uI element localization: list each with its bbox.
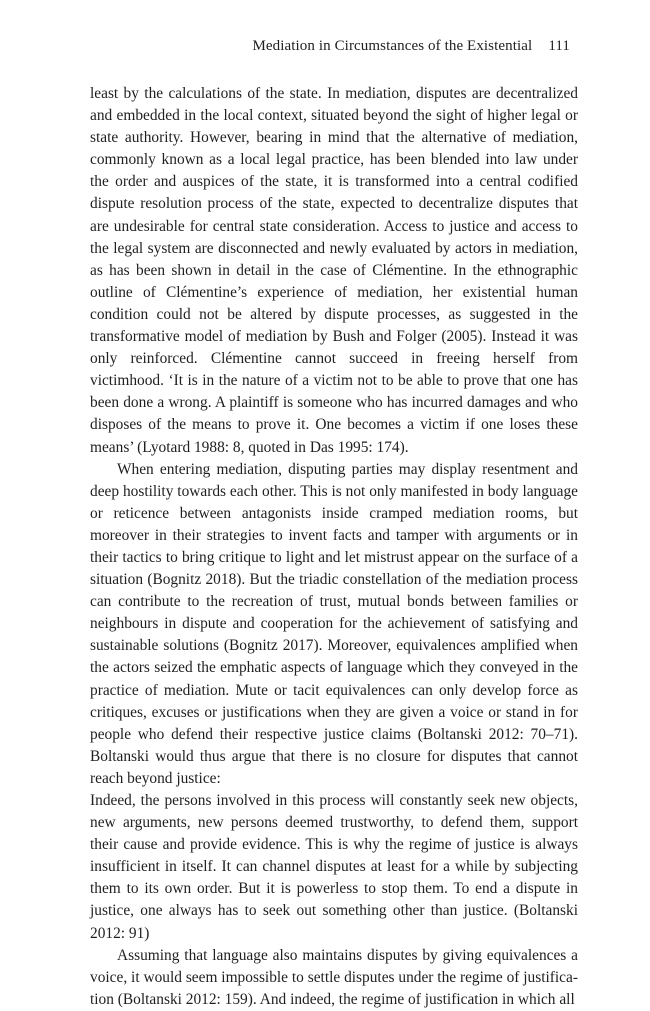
running-head (252, 38, 570, 55)
block-quote: Indeed, the persons involved in this process will constantly seek new objects, new arguments, new persons deemed trustworthy, to defend them, support their cause and provide evidence. This is why the regime of justice is always insufficient in itself. It can channel disputes at least for a while by subjecting them to its own order. But it is powerless to stop them. To end a dispute in justice, one always has to seek out something other than justice. (Boltanski 2012: 91) (90, 792, 578, 942)
paragraph-3: Assuming that language also maintains disputes by giving equivalences a voice, it would seem impossible to settle disputes under the regime of justification (Boltanski 2012: 159). And indeed, the regime of justification in which all (90, 946, 578, 1008)
page-number: 111 (548, 38, 570, 54)
running-title: Mediation in Circumstances of the Existential (252, 38, 533, 54)
paragraph-2: When entering mediation, disputing parties may display resentment and deep hostility towards each other. This is not only manifested in body language or reticence between antagonists inside cramped mediation rooms, but moreover in their strategies to invent facts and tamper with arguments or in their tactics to bring critique to light and let mistrust appear on the surface of a situation (Bognitz 2018). But the triadic constellation of the mediation process can contribute to the recreation of trust, mutual bonds between families or neighbours in dispute and cooperation for the achievement of satisfying and sustainable solutions (Bognitz 2017). Moreover, equivalences amplified when the actors seized the emphatic aspects of language which they conveyed in the practice of mediation. Mute or tacit equivalences can only develop force as critiques, excuses or justifications when they are given a voice or stand in for people who defend their respective justice claims (Boltanski 2012: 70–71). Boltanski would thus argue that there is no closure for disputes that cannot reach beyond justice: (90, 460, 578, 787)
body-text (90, 83, 578, 1011)
paragraph-1: least by the calculations of the state. In mediation, disputes are decentralized and embedded in the local context, situated beyond the sight of higher legal or state authority. However, bearing in mind that the alternative of mediation, commonly known as a local legal practice, has been blended into law under the order and auspices of the state, it is transformed into a central codified dispute resolution process of the state, expected to decentralize disputes that are undesirable for central state consideration. Access to justice and access to the legal system are disconnected and newly evaluated by actors in mediation, as has been shown in detail in the case of Clémentine. In the ethnographic outline of Clémentine’s experience of mediation, her existential human condition could not be altered by dispute processes, as suggested in the transformative model of mediation by Bush and Folger (2005). Instead it was only reinforced. Clémentine cannot succeed in freeing herself from victimhood. ‘It is in the nature of a victim not to be able to prove that one has been done a wrong. A plaintiff is someone who has incurred damages and who disposes of the means to prove it. One becomes a victim if one loses these means’ (Lyotard 1988: 8, quoted in Das 1995: 174). (90, 85, 578, 456)
